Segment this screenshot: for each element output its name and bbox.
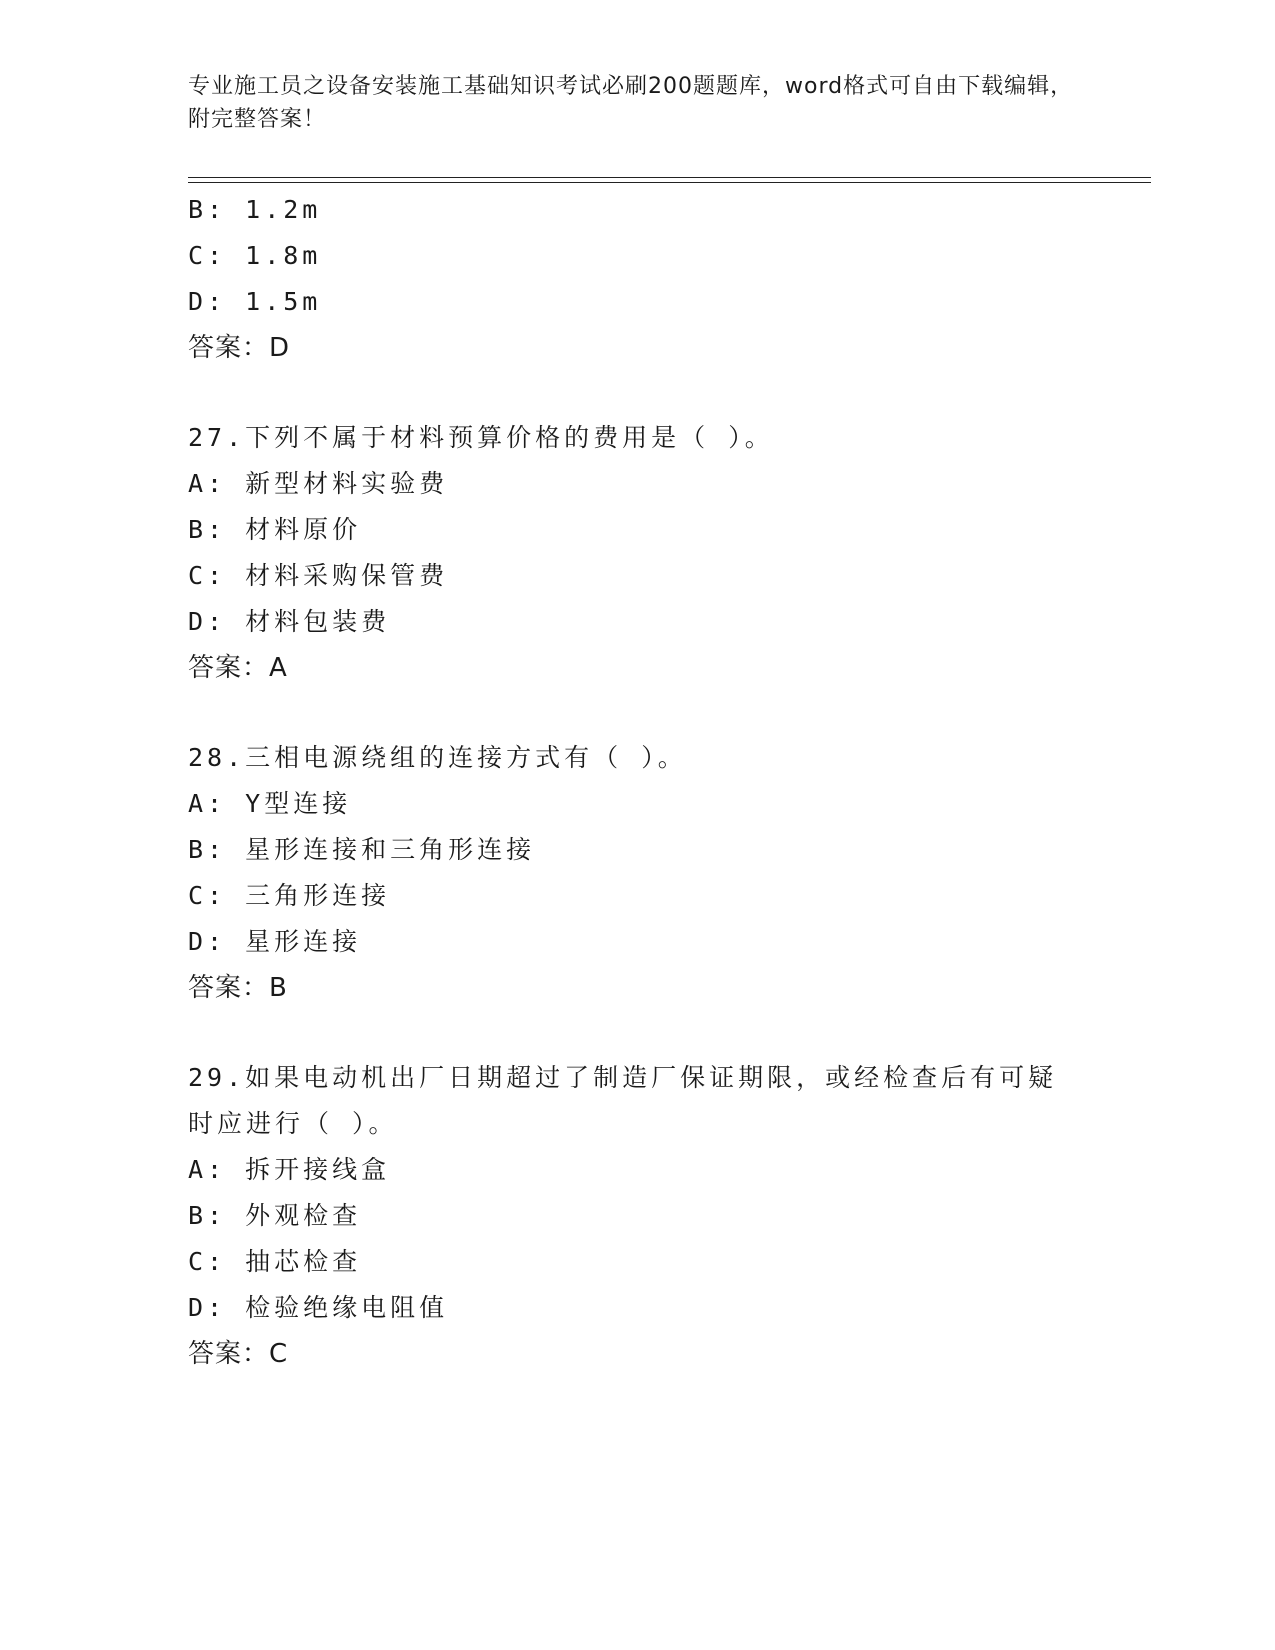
- option-d: D: 1.5m: [188, 287, 322, 316]
- header-divider-bottom: [188, 182, 1151, 183]
- previous-question-tail: [188, 187, 1088, 371]
- option-d: D: 星形连接: [188, 927, 362, 956]
- question-28: [188, 735, 1088, 1011]
- answer-line: 答案：D: [188, 333, 291, 363]
- option-c: C: 材料采购保管费: [188, 561, 449, 590]
- option-b: B: 星形连接和三角形连接: [188, 835, 536, 864]
- answer-line: 答案：A: [188, 653, 288, 683]
- option-a: A: 拆开接线盒: [188, 1155, 391, 1184]
- question-stem: 28.三相电源绕组的连接方式有（ ）。: [188, 743, 687, 772]
- header-divider-top: [188, 177, 1151, 178]
- option-a: A: 新型材料实验费: [188, 469, 449, 498]
- question-stem: 27.下列不属于材料预算价格的费用是（ ）。: [188, 423, 774, 452]
- option-b: B: 1.2m: [188, 195, 322, 224]
- question-29: [188, 1055, 1088, 1377]
- option-b: B: 材料原价: [188, 515, 362, 544]
- option-c: C: 三角形连接: [188, 881, 391, 910]
- option-c: C: 抽芯检查: [188, 1247, 362, 1276]
- question-27: [188, 415, 1088, 691]
- option-c: C: 1.8m: [188, 241, 322, 270]
- option-d: D: 检验绝缘电阻值: [188, 1293, 449, 1322]
- question-stem: 29.如果电动机出厂日期超过了制造厂保证期限，或经检查后有可疑时应进行（ ）。: [188, 1063, 1058, 1138]
- answer-line: 答案：C: [188, 1339, 289, 1369]
- question-list: [188, 187, 1088, 1377]
- answer-line: 答案：B: [188, 973, 288, 1003]
- option-d: D: 材料包装费: [188, 607, 391, 636]
- option-b: B: 外观检查: [188, 1201, 362, 1230]
- option-a: A: Y型连接: [188, 789, 352, 818]
- document-header: 专业施工员之设备安装施工基础知识考试必刷200题题库，word格式可自由下载编辑，附完整答案！: [188, 74, 1074, 132]
